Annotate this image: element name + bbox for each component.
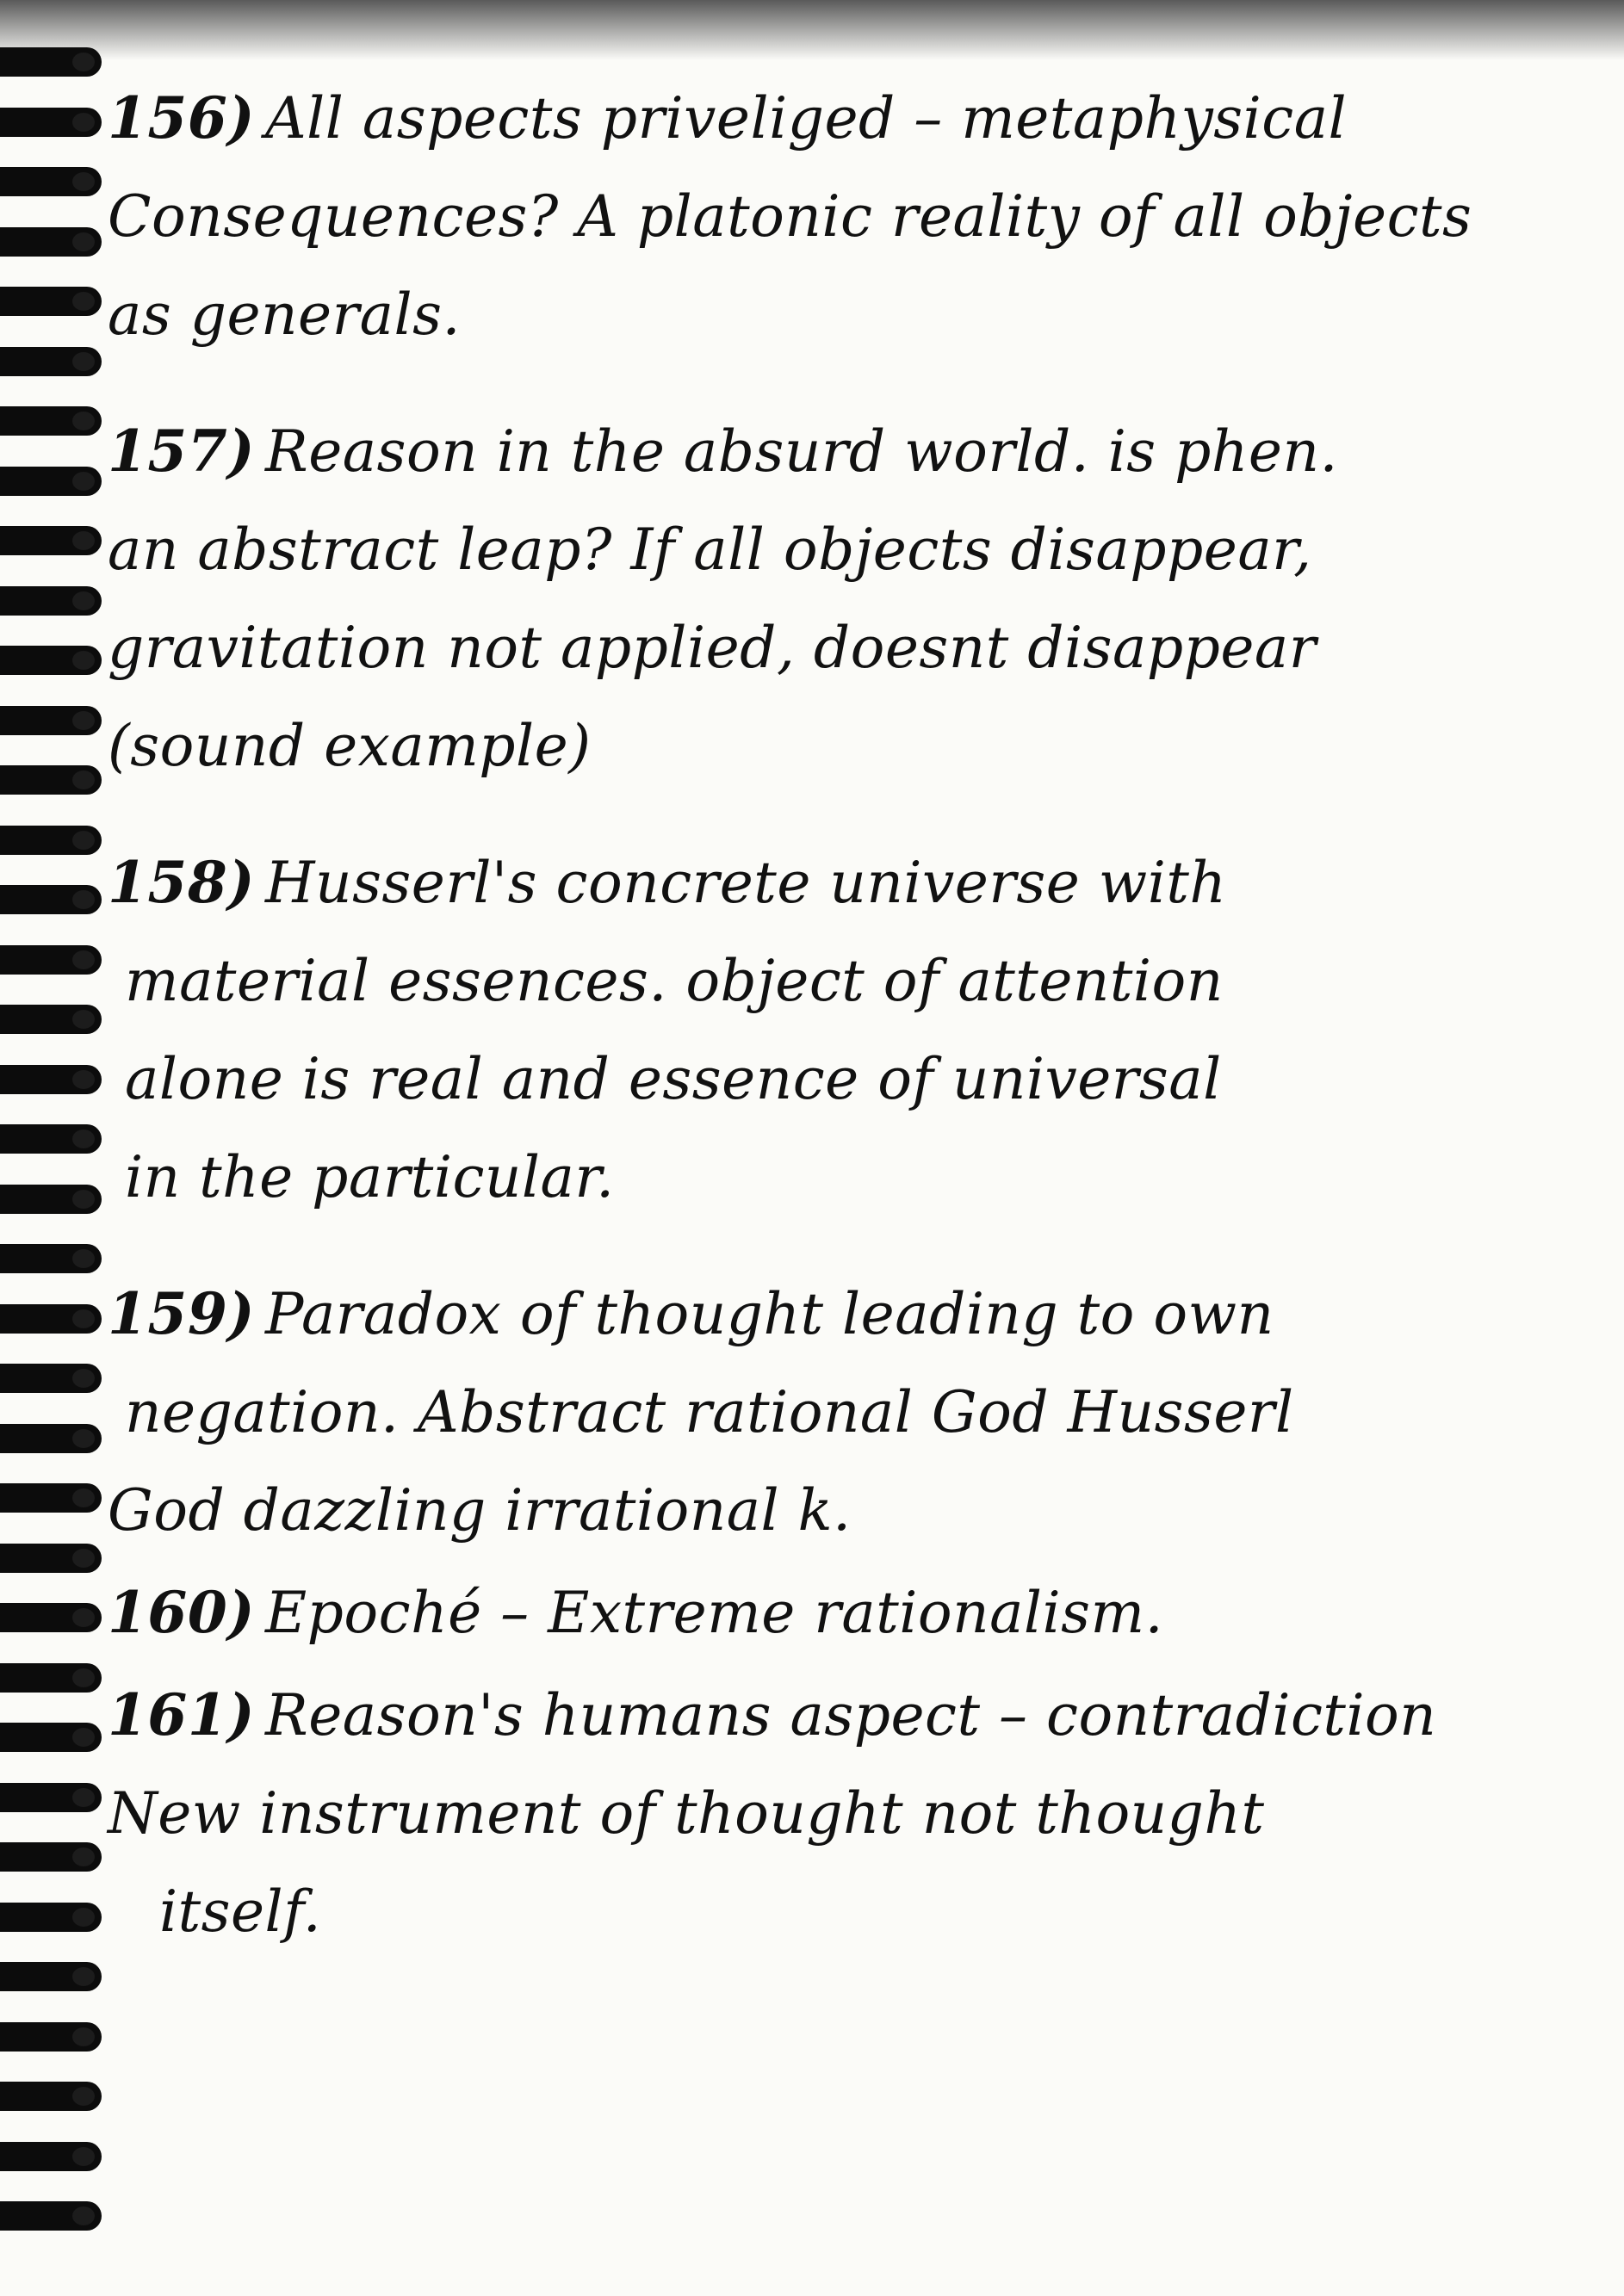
binding-ring: [0, 108, 102, 137]
note-line: 156) All aspects priveliged – metaphysical: [108, 84, 1348, 152]
entry-number: 157): [108, 418, 255, 485]
entry-number: 156): [108, 84, 255, 152]
note-line: 160) Epoché – Extreme rationalism.: [108, 1579, 1164, 1646]
binding-ring: [0, 586, 102, 616]
binding-ring: [0, 1065, 102, 1094]
binding-ring: [0, 1603, 102, 1632]
note-line: God dazzling irrational k.: [108, 1477, 852, 1544]
note-entry-159: [108, 1265, 1589, 1560]
note-line: alone is real and essence of universal: [125, 1046, 1222, 1112]
binding-ring: [0, 1723, 102, 1752]
entry-number: 160): [108, 1579, 255, 1646]
binding-ring: [0, 646, 102, 675]
binding-ring: [0, 1962, 102, 1991]
binding-ring: [0, 1842, 102, 1872]
entry-number: 158): [108, 849, 255, 916]
binding-ring: [0, 765, 102, 795]
binding-ring: [0, 706, 102, 735]
note-line: gravitation not applied, doesnt disappear: [108, 615, 1317, 681]
binding-ring: [0, 1483, 102, 1513]
note-line: as generals.: [108, 282, 461, 348]
binding-ring: [0, 347, 102, 376]
binding-ring: [0, 1364, 102, 1393]
entry-number: 161): [108, 1681, 255, 1748]
binding-ring: [0, 467, 102, 496]
note-entry-156: [108, 69, 1589, 364]
binding-ring: [0, 1544, 102, 1573]
note-line: Consequences? A platonic reality of all objects: [108, 183, 1472, 250]
entry-number: 159): [108, 1280, 255, 1347]
binding-ring: [0, 826, 102, 855]
note-line: 157) Reason in the absurd world. is phen.: [108, 418, 1338, 485]
binding-ring: [0, 1783, 102, 1812]
binding-ring: [0, 167, 102, 196]
note-line: material essences. object of attention: [125, 948, 1224, 1014]
handwritten-notes: [108, 69, 1589, 1961]
binding-ring: [0, 2201, 102, 2231]
note-entry-157: [108, 402, 1589, 795]
binding-ring: [0, 1185, 102, 1214]
binding-ring: [0, 945, 102, 975]
binding-ring: [0, 1304, 102, 1334]
note-line: itself.: [159, 1878, 322, 1945]
binding-ring: [0, 1903, 102, 1932]
binding-ring: [0, 2082, 102, 2111]
note-line: 159) Paradox of thought leading to own: [108, 1280, 1274, 1347]
note-line: 161) Reason's humans aspect – contradiction: [108, 1681, 1437, 1748]
note-line: an abstract leap? If all objects disappear,: [108, 517, 1312, 583]
note-line: in the particular.: [125, 1144, 615, 1210]
note-line: 158) Husserl's concrete universe with: [108, 849, 1227, 916]
note-line: (sound example): [108, 713, 592, 779]
binding-ring: [0, 2142, 102, 2171]
binding-ring: [0, 227, 102, 257]
binding-ring: [0, 406, 102, 436]
binding-ring: [0, 47, 102, 77]
note-entry-160: [108, 1563, 1589, 1662]
binding-ring: [0, 526, 102, 555]
binding-ring: [0, 1124, 102, 1154]
binding-ring: [0, 885, 102, 914]
binding-ring: [0, 287, 102, 316]
note-line: negation. Abstract rational God Husserl: [125, 1379, 1294, 1445]
binding-ring: [0, 1005, 102, 1034]
page-top-shadow: [0, 0, 1624, 60]
binding-ring: [0, 2022, 102, 2052]
binding-ring: [0, 1244, 102, 1273]
binding-ring: [0, 1424, 102, 1453]
note-entry-161: [108, 1666, 1589, 1961]
binding-ring: [0, 1663, 102, 1693]
note-entry-158: [108, 833, 1589, 1227]
note-line: New instrument of thought not thought: [108, 1780, 1265, 1847]
